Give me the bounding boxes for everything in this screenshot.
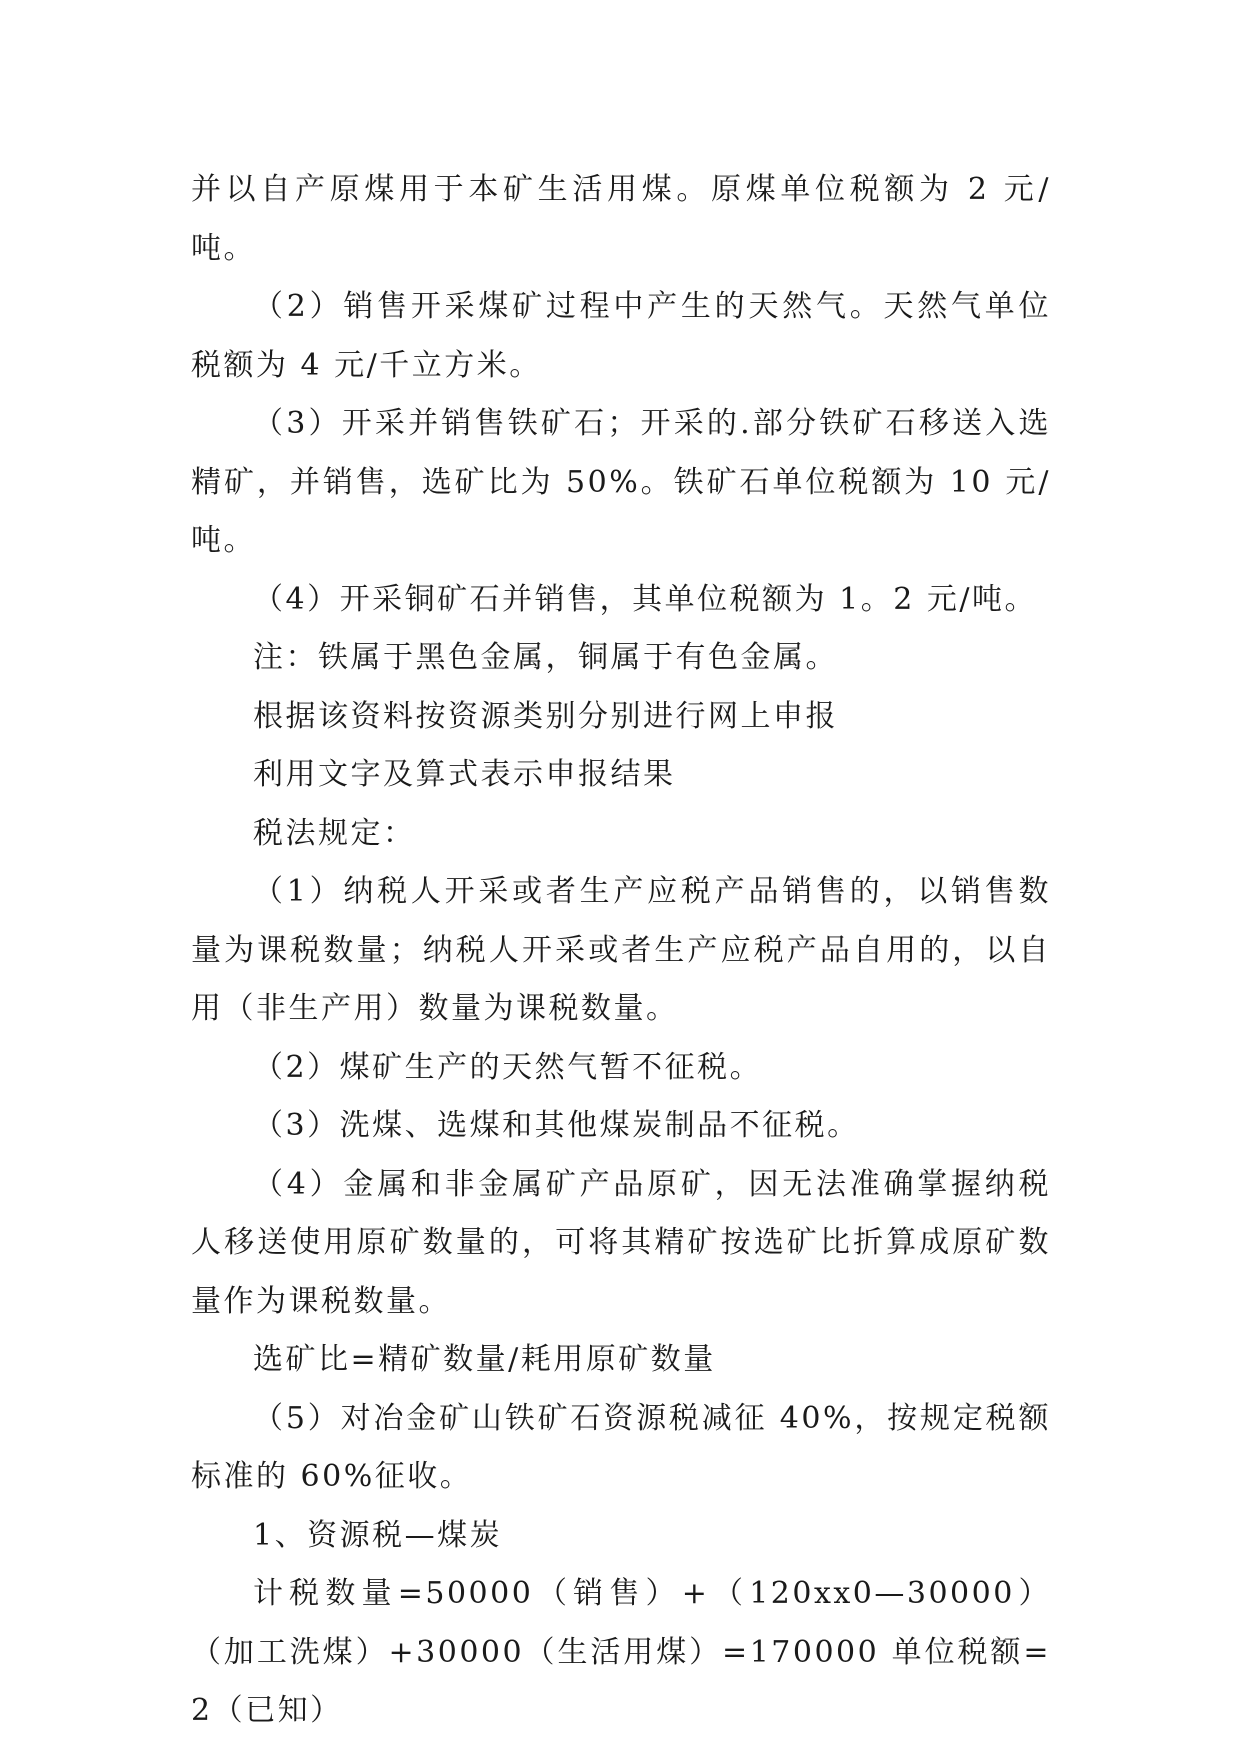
paragraph: 根据该资料按资源类别分别进行网上申报 (253, 698, 838, 734)
paragraph: （4）开采铜矿石并销售，其单位税额为 1。2 元/吨。 (253, 581, 1037, 617)
paragraph: （2）销售开采煤矿过程中产生的天然气。天然气单位税额为 4 元/千立方米。 (191, 289, 1051, 383)
paragraph: （3）开采并销售铁矿石；开采的.部分铁矿石移送入选精矿，并销售，选矿比为 50%。铁矿石单位税额为 10 元/吨。 (191, 406, 1051, 558)
paragraph: （3）洗煤、选煤和其他煤炭制品不征税。 (253, 1108, 860, 1143)
document-body (191, 161, 1051, 1741)
paragraph: 注：铁属于黑色金属，铜属于有色金属。 (253, 640, 838, 675)
paragraph: 利用文字及算式表示申报结果 (253, 757, 676, 792)
paragraph: （5）对冶金矿山铁矿石资源税减征 40%，按规定税额标准的 60%征收。 (191, 1400, 1051, 1494)
paragraph: 计税数量=50000（销售）+（120xx0—30000）（加工洗煤）+30000（生活用煤）=170000 单位税额=2（已知） (191, 1576, 1051, 1728)
paragraph: （1）纳税人开采或者生产应税产品销售的，以销售数量为课税数量；纳税人开采或者生产应税产品自用的，以自用（非生产用）数量为课税数量。 (191, 874, 1051, 1026)
paragraph: 税法规定： (253, 815, 416, 851)
paragraph: 选矿比=精矿数量/耗用原矿数量 (253, 1342, 716, 1377)
paragraph: 并以自产原煤用于本矿生活用煤。原煤单位税额为 2 元/吨。 (191, 172, 1051, 266)
paragraph: （4）金属和非金属矿产品原矿，因无法准确掌握纳税人移送使用原矿数量的，可将其精矿按选矿比折算成原矿数量作为课税数量。 (191, 1166, 1051, 1319)
paragraph: （2）煤矿生产的天然气暂不征税。 (253, 1049, 763, 1085)
paragraph: 1、资源税—煤炭 (253, 1517, 503, 1553)
